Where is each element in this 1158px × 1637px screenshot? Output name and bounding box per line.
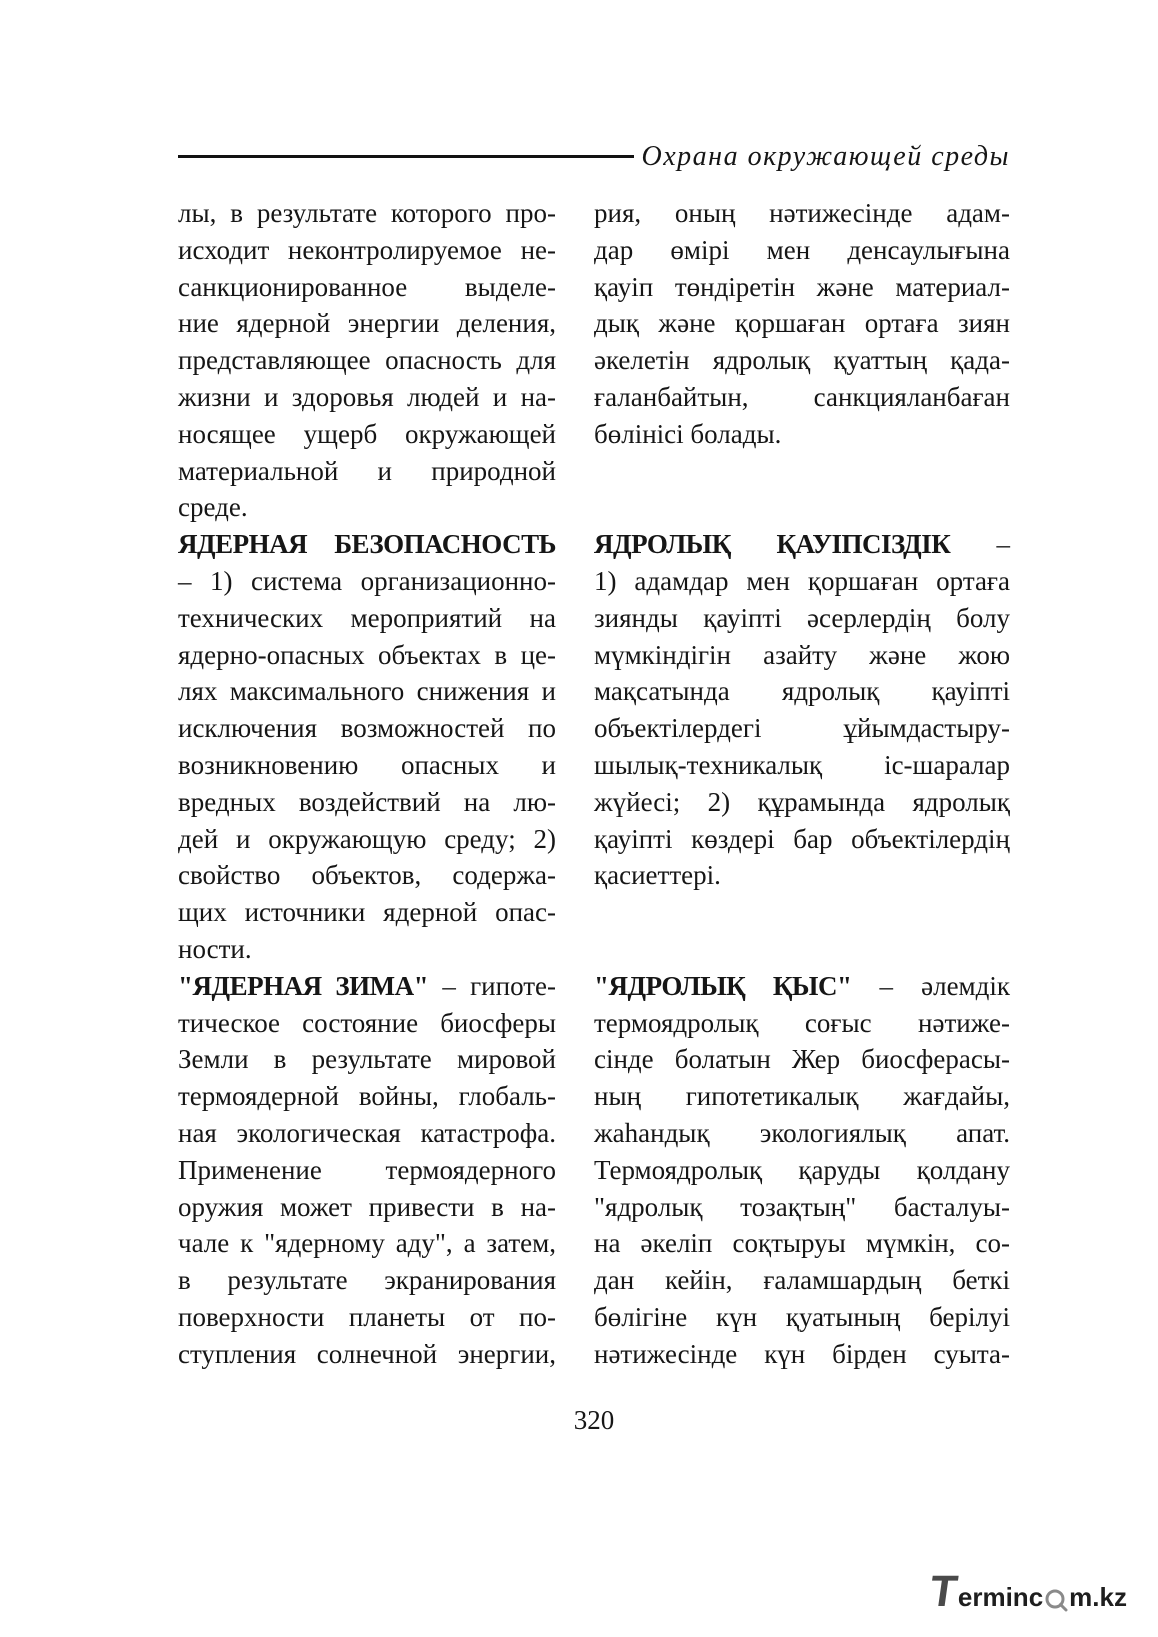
- text-line: лях максимального снижения и: [178, 676, 556, 707]
- entry-heading-line: [178, 526, 556, 563]
- text-line: оружия может привести в на-: [178, 1191, 556, 1222]
- text-line: термоядролық соғыс нәтиже-: [594, 1007, 1010, 1038]
- text-line: лы, в результате которого про-: [178, 198, 556, 228]
- text-line: қауіп төндіретін және материал-: [594, 271, 1010, 302]
- entry-heading-line: [594, 968, 1010, 1005]
- text-line: ступления солнечной энергии,: [178, 1338, 556, 1369]
- text-line: представляющее опасность для: [178, 345, 556, 376]
- text-line: мақсатында ядролық қауіпті: [594, 676, 1010, 707]
- text-line: чале к "ядерному аду", а затем,: [178, 1228, 556, 1259]
- entry-nuclear-safety: [178, 526, 1010, 968]
- page-number: 320: [573, 1405, 615, 1435]
- text-line: в результате экранирования: [178, 1265, 556, 1296]
- text-line: ная экологическая катастрофа.: [178, 1117, 556, 1148]
- text-line: зиянды қауіпті әсерлердің болу: [594, 602, 1010, 633]
- watermark-logo: [926, 1566, 1127, 1616]
- watermark-text: m.kz: [1069, 1582, 1127, 1612]
- entry-kk-text: [594, 968, 1010, 1373]
- text-line: мүмкіндігін азайту және жою: [594, 639, 1010, 670]
- text-line: 1) адамдар мен қоршаған ортаға: [594, 565, 1010, 596]
- text-line: возникновению опасных и: [178, 749, 556, 780]
- text-line: объектілердегі ұйымдастыру-: [594, 713, 1010, 744]
- text-line: Применение термоядерного: [178, 1154, 556, 1185]
- text-line: қасиеттері.: [594, 860, 721, 891]
- text-line: материальной и природной: [178, 455, 556, 486]
- watermark-initial: T: [926, 1567, 961, 1616]
- text-line: среде.: [178, 492, 248, 523]
- text-line: термоядерной войны, глобаль-: [178, 1081, 556, 1112]
- text-line: қауіпті көздері бар объектілердің: [594, 823, 1010, 854]
- entry-heading-line: [594, 526, 1010, 563]
- text-line: ядерно-опасных объектах в це-: [178, 639, 556, 670]
- text-line: дей и окружающую среду; 2): [178, 823, 556, 854]
- text-line: тическое состояние биосферы: [178, 1007, 556, 1038]
- text-line: жизни и здоровья людей и на-: [178, 381, 556, 412]
- header-rule: [178, 155, 634, 158]
- running-title: Охрана окружающей среды: [641, 141, 1010, 172]
- text-line: вредных воздействий на лю-: [178, 786, 556, 817]
- text-line: "ядролық тозақтың" басталуы-: [594, 1191, 1010, 1222]
- entry-nuclear-winter: [178, 968, 1010, 1373]
- entry-ru-text: [178, 968, 556, 1373]
- entry-term: "ЯДРОЛЫҚ ҚЫС": [594, 970, 852, 1001]
- watermark-text: erminc: [957, 1582, 1044, 1612]
- text-line: дар өмірі мен денсаулығына: [594, 234, 1010, 265]
- entry-ru-text: [178, 195, 556, 526]
- text-line: Термоядролық қаруды қолдану: [594, 1154, 1010, 1185]
- text-line: исключения возможностей по: [178, 713, 556, 744]
- text-line: рия, оның нәтижесінде адам-: [594, 198, 1010, 228]
- text-line: әкелетін ядролық қуаттың қада-: [594, 345, 1010, 376]
- text-line: санкционированное выделе-: [178, 271, 556, 302]
- text-line: щих источники ядерной опас-: [178, 897, 556, 928]
- text-line: сінде болатын Жер биосферасы-: [594, 1044, 1010, 1075]
- entry-term: ЯДРОЛЫҚ ҚАУІПСІЗДІК: [594, 529, 951, 560]
- entry-kk-text: [594, 526, 1010, 894]
- entry-term-tail: – әлемдік: [851, 970, 1010, 1001]
- text-line: нәтижесінде күн бірден суыта-: [594, 1338, 1010, 1369]
- text-line: ние ядерной энергии деления,: [178, 308, 556, 339]
- entry-term: ЯДЕРНАЯ БЕЗОПАСНОСТЬ: [178, 529, 556, 560]
- text-line: носящее ущерб окружающей: [178, 418, 556, 449]
- entry-term-tail: –: [950, 529, 1010, 560]
- text-line: – 1) система организационно-: [178, 565, 556, 596]
- text-line: поверхности планеты от по-: [178, 1301, 556, 1332]
- text-line: ғаланбайтын, санкцияланбаған: [594, 381, 1010, 412]
- magnifier-icon: [1044, 1582, 1068, 1612]
- text-line: жүйесі; 2) құрамында ядролық: [594, 786, 1010, 817]
- text-line: бөлінісі болады.: [594, 418, 782, 449]
- page-body: [178, 195, 1010, 1373]
- entry-kk-text: [594, 195, 1010, 453]
- text-line: Земли в результате мировой: [178, 1044, 556, 1075]
- text-line: жаһандық экологиялық апат.: [594, 1117, 1010, 1148]
- entry-heading-line: [178, 968, 556, 1005]
- text-line: свойство объектов, содержа-: [178, 860, 556, 891]
- text-line: на әкеліп соқтыруы мүмкін, со-: [594, 1228, 1010, 1259]
- entry-continued: [178, 195, 1010, 526]
- text-line: ның гипотетикалық жағдайы,: [594, 1081, 1010, 1112]
- text-line: дан кейін, ғаламшардың беткі: [594, 1265, 1010, 1296]
- text-line: ности.: [178, 933, 252, 964]
- text-line: шылық-техникалық іс-шаралар: [594, 749, 1010, 780]
- entry-term-tail: – гипоте-: [428, 970, 556, 1001]
- entry-ru-text: [178, 526, 556, 968]
- text-line: исходит неконтролируемое не-: [178, 234, 556, 265]
- entry-term: "ЯДЕРНАЯ ЗИМА": [178, 970, 429, 1001]
- text-line: бөлігіне күн қуатының берілуі: [594, 1301, 1010, 1332]
- text-line: дық және қоршаған ортаға зиян: [594, 308, 1010, 339]
- text-line: технических мероприятий на: [178, 602, 556, 633]
